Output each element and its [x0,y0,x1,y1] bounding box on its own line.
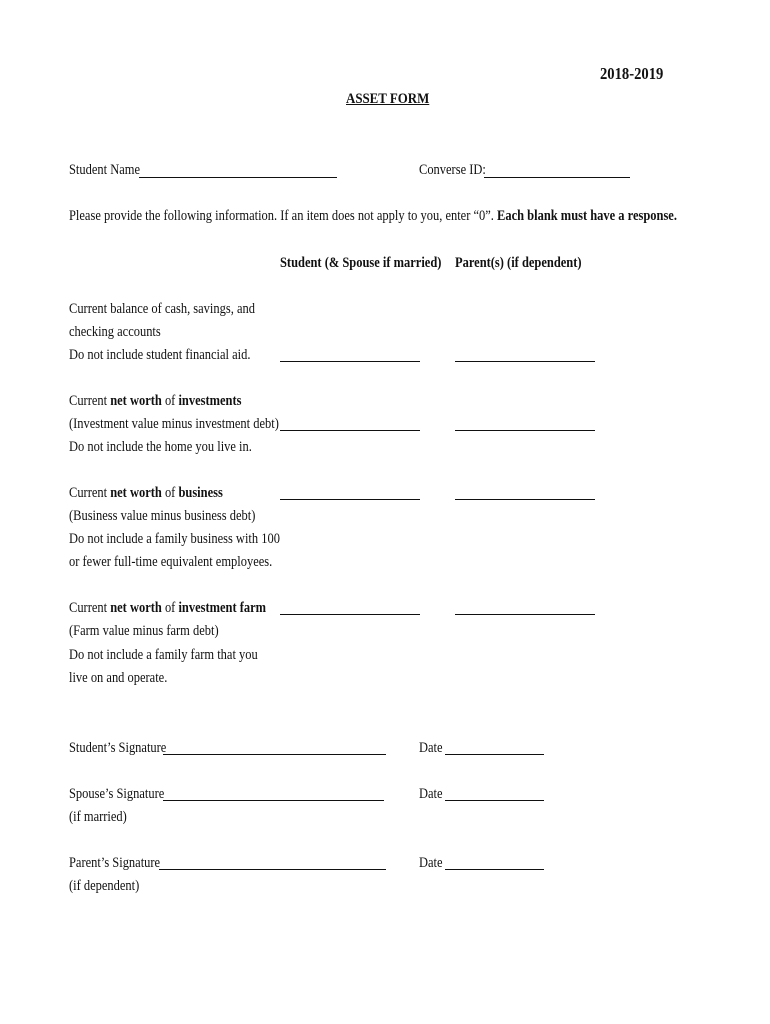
cash-parent-field[interactable] [455,361,595,362]
cash-student-field[interactable] [280,361,420,362]
spouse-date-field[interactable] [445,800,544,801]
farm-parent-field[interactable] [455,614,595,615]
business-parent-field[interactable] [455,499,595,500]
farm-student-field[interactable] [280,614,420,615]
farm-note-line1: Do not include a family farm that you [69,647,258,663]
student-date-label: Date [419,740,443,756]
converse-id-field[interactable] [484,177,630,178]
farm-term: investment farm [178,600,267,616]
business-of: of [164,485,176,501]
investments-description: (Investment value minus investment debt) [69,416,279,432]
cash-label-line1: Current balance of cash, savings, and [69,301,255,317]
parent-date-label: Date [419,855,443,871]
student-name-label: Student Name [69,162,141,178]
investments-of: of [164,393,176,409]
investments-note: Do not include the home you live in. [69,439,252,455]
parent-signature-field[interactable] [159,869,386,870]
student-signature-field[interactable] [163,754,386,755]
spouse-signature-field[interactable] [163,800,384,801]
business-net-worth: net worth [110,485,162,501]
spouse-signature-note: (if married) [69,809,127,825]
business-term: business [178,485,223,501]
academic-year: 2018-2019 [600,64,664,83]
investments-term: investments [178,393,242,409]
spouse-signature-label: Spouse’s Signature [69,786,165,802]
column-header-student: Student (& Spouse if married) [280,255,442,271]
farm-of: of [164,600,176,616]
student-name-field[interactable] [139,177,337,178]
farm-label [69,597,266,620]
investments-prefix: Current [69,393,108,409]
business-student-field[interactable] [280,499,420,500]
farm-note-line2: live on and operate. [69,670,168,686]
instructions [69,205,677,228]
business-note-line1: Do not include a family business with 100 [69,531,280,547]
parent-signature-label: Parent’s Signature [69,855,161,871]
converse-id-label: Converse ID: [419,162,486,178]
spouse-date-label: Date [419,786,443,802]
instructions-text: Please provide the following information. If an item does not apply to you, enter “0”. [69,208,494,224]
investments-parent-field[interactable] [455,430,595,431]
investments-student-field[interactable] [280,430,420,431]
farm-prefix: Current [69,600,108,616]
instructions-emphasis: Each blank must have a response. [497,208,677,224]
business-prefix: Current [69,485,108,501]
cash-note: Do not include student financial aid. [69,347,251,363]
business-label [69,482,223,505]
farm-net-worth: net worth [110,600,162,616]
cash-label-line2: checking accounts [69,324,161,340]
farm-description: (Farm value minus farm debt) [69,623,219,639]
form-title: ASSET FORM [346,91,430,107]
investments-label [69,390,242,413]
business-description: (Business value minus business debt) [69,508,256,524]
parent-date-field[interactable] [445,869,544,870]
investments-net-worth: net worth [110,393,162,409]
business-note-line2: or fewer full-time equivalent employees. [69,554,273,570]
student-signature-label: Student’s Signature [69,740,167,756]
student-date-field[interactable] [445,754,544,755]
column-header-parent: Parent(s) (if dependent) [455,255,582,271]
parent-signature-note: (if dependent) [69,878,140,894]
